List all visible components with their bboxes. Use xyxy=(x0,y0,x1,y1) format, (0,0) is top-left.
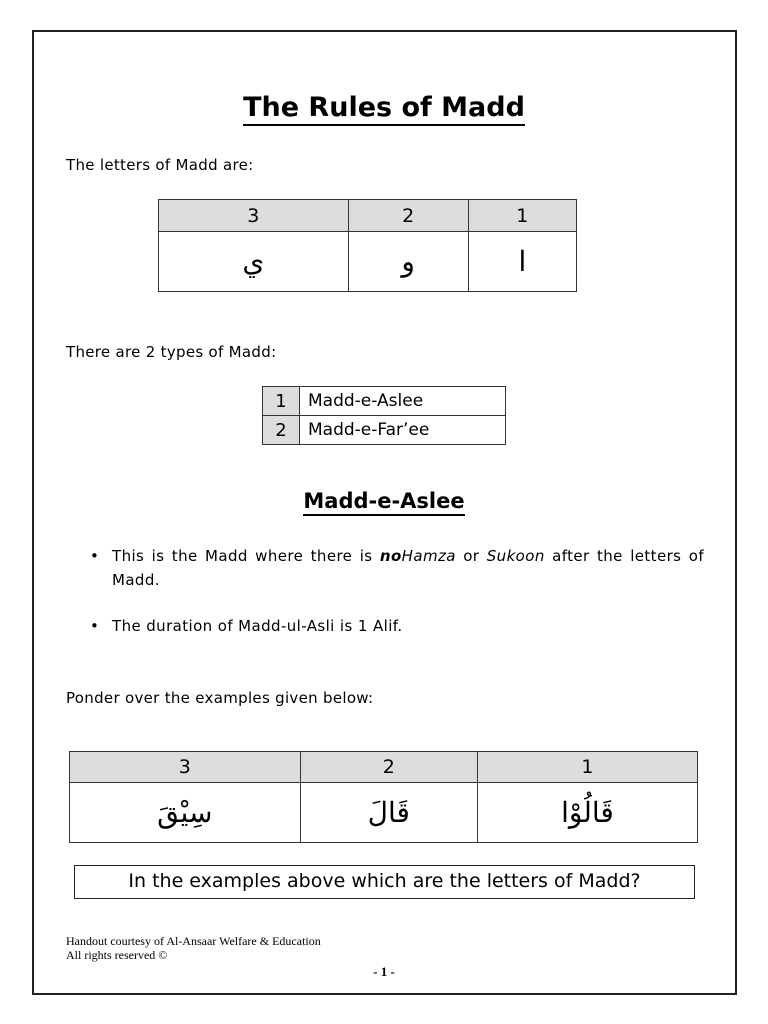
examples-table-header-row xyxy=(70,752,698,783)
footer-courtesy: Handout courtesy of Al-Ansaar Welfare & Education xyxy=(66,934,321,948)
section-title-text: Madd-e-Aslee xyxy=(303,489,464,516)
letters-table-header-row xyxy=(159,200,577,232)
examples-header-cell: 1 xyxy=(477,752,697,783)
types-table-row xyxy=(263,416,506,445)
type-name: Madd-e-Aslee xyxy=(300,387,506,416)
examples-header-cell: 3 xyxy=(70,752,301,783)
letter-waw: و xyxy=(348,232,468,292)
bullet-item-definition xyxy=(88,544,704,592)
types-intro: There are 2 types of Madd: xyxy=(66,343,277,361)
term-hamza: Hamza xyxy=(401,547,456,565)
page-title xyxy=(0,92,768,123)
bullet-text: This is the Madd where there is xyxy=(112,547,380,565)
types-table-row xyxy=(263,387,506,416)
examples-table xyxy=(69,751,698,843)
letters-table-row xyxy=(159,232,577,292)
examples-intro: Ponder over the examples given below: xyxy=(66,689,374,707)
types-table xyxy=(262,386,506,445)
bullet-text: or xyxy=(455,547,487,565)
example-word: سِيْقَ xyxy=(70,783,301,843)
type-number: 1 xyxy=(263,387,300,416)
type-name: Madd-e-Far’ee xyxy=(300,416,506,445)
examples-table-row xyxy=(70,783,698,843)
letters-table xyxy=(158,199,577,292)
footer-rights: All rights reserved © xyxy=(66,948,168,962)
letter-alif: ا xyxy=(468,232,576,292)
letters-header-cell: 3 xyxy=(159,200,349,232)
bullet-item-duration: • The duration of Madd-ul-Asli is 1 Alif. xyxy=(88,614,704,638)
letters-header-cell: 2 xyxy=(348,200,468,232)
letter-ya: ي xyxy=(159,232,349,292)
bullet-text: after the letters of Madd. xyxy=(112,547,705,589)
example-word: قَالُوْا xyxy=(477,783,697,843)
question-box: In the examples above which are the letters of Madd? xyxy=(74,865,695,899)
letters-header-cell: 1 xyxy=(468,200,576,232)
example-word: قَالَ xyxy=(300,783,477,843)
term-sukoon: Sukoon xyxy=(486,547,545,565)
footer xyxy=(66,934,321,962)
letters-intro: The letters of Madd are: xyxy=(66,156,254,174)
examples-header-cell: 2 xyxy=(300,752,477,783)
section-title xyxy=(0,489,768,513)
emphasis-no: no xyxy=(379,547,402,565)
bullet-list xyxy=(88,544,704,638)
type-number: 2 xyxy=(263,416,300,445)
page-title-text: The Rules of Madd xyxy=(243,92,525,126)
page-number: - 1 - xyxy=(373,964,395,979)
